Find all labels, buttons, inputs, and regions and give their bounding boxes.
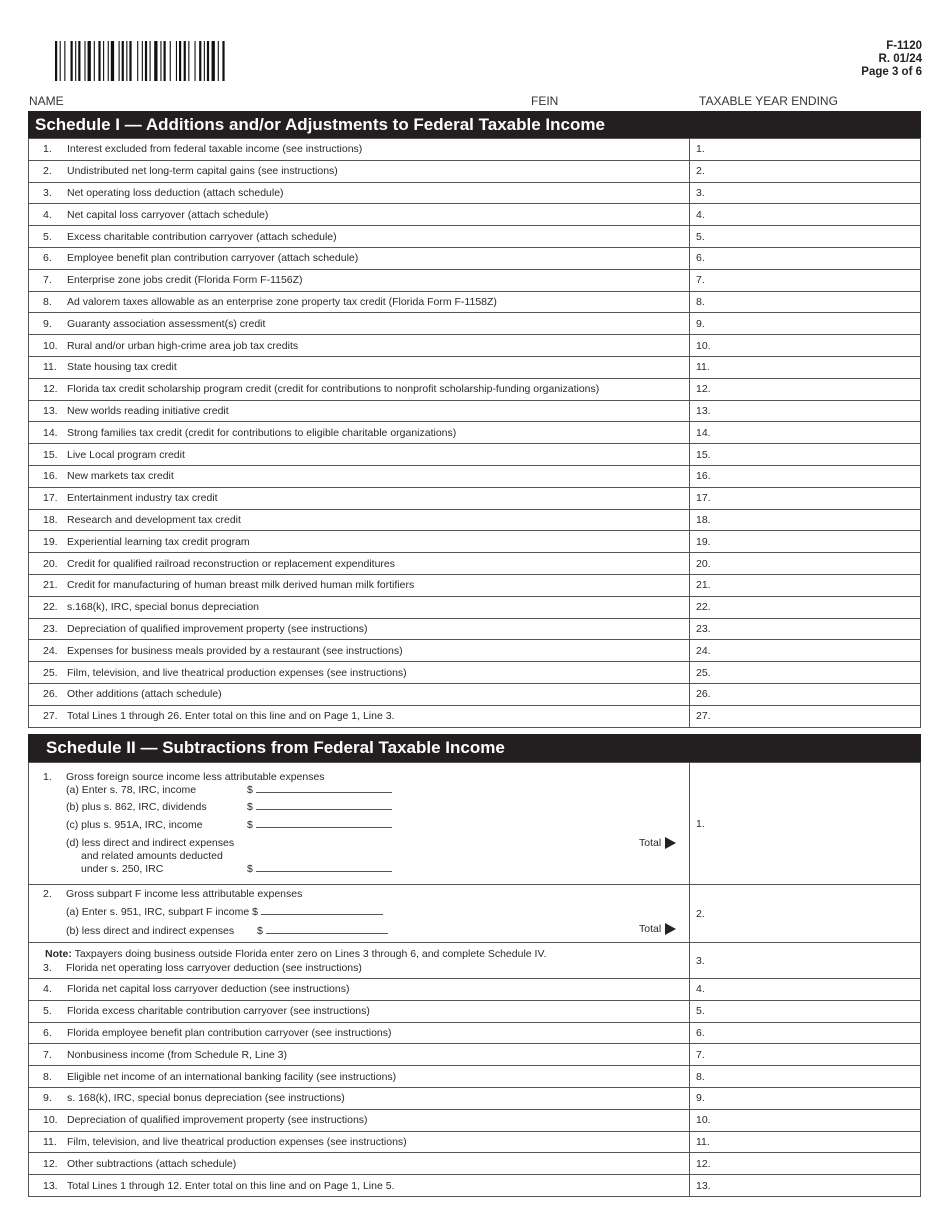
line-number: 4. [43,983,52,996]
line-number: 5. [43,1005,52,1018]
line-amount-field[interactable]: 21. [690,574,921,596]
line-number: 26. [43,688,58,701]
arrow-right-icon [665,923,676,935]
line-amount-field[interactable]: 7. [690,269,921,291]
line-description: Interest excluded from federal taxable income (see instructions) [67,143,363,156]
form-line-row [29,356,921,378]
form-barcode [55,41,279,81]
form-line-row [29,662,921,684]
line-description: Experiential learning tax credit program [67,535,250,548]
line-amount-field[interactable]: 8. [690,291,921,313]
barcode-bar [122,41,124,81]
barcode-bar [98,41,100,81]
line-description: New markets tax credit [67,470,174,483]
line-description: Eligible net income of an international banking facility (see instructions) [67,1070,397,1083]
schedule-2-line-2 [29,885,921,943]
line-amount-field[interactable]: 5. [690,226,921,248]
dollar-sign: $ [257,925,263,937]
barcode-bar [75,41,76,81]
form-line-row [29,465,921,487]
line-number: 11. [43,361,57,374]
barcode-bar [170,41,171,81]
form-line-row [29,422,921,444]
line-description: Credit for manufacturing of human breast milk derived human milk fortifiers [67,579,415,592]
barcode-bar [88,41,91,81]
line-amount-field[interactable]: 22. [690,596,921,618]
form-number: F-1120 [886,40,922,52]
line-1d-field[interactable] [247,863,392,875]
line-number: 17. [43,492,58,505]
line-number: 3. [43,961,52,974]
form-line-row [29,1066,921,1088]
barcode-bar [188,41,189,81]
line-amount-field[interactable]: 23. [690,618,921,640]
barcode-bar [94,41,95,81]
barcode-bar [119,41,120,81]
line-description: Florida tax credit scholarship program credit (credit for contributions to nonprofit scholarship-funding organizations) [67,383,600,396]
line-1-total [639,837,676,849]
barcode-bar [142,41,143,81]
schedule-1-title: Schedule I — Additions and/or Adjustments to Federal Taxable Income [28,111,921,139]
line-amount-field[interactable]: 11. [690,1131,921,1153]
line-number: 2. [43,888,52,900]
line-number: 11. [43,1135,57,1148]
line-amount-field[interactable]: 5. [690,1000,921,1022]
form-line-row [29,378,921,400]
line-number: 4. [43,208,52,221]
line-description: Film, television, and live theatrical production expenses (see instructions) [67,1135,407,1148]
line-amount-field[interactable]: 3. [690,182,921,204]
barcode-bar [179,41,181,81]
line-number: 10. [43,339,58,352]
form-line-row [29,1131,921,1153]
dollar-sign: $ [247,863,253,875]
line-amount-field[interactable]: 12. [690,1153,921,1175]
line-number: 5. [43,230,52,243]
line-description: Florida net operating loss carryover deduction (see instructions) [66,961,362,974]
form-line-row [29,705,921,727]
line-number: 2. [43,165,52,178]
form-line-row [29,204,921,226]
line-3-amount[interactable]: 3. [690,943,921,979]
line-2b-field[interactable] [257,925,388,937]
line-amount-field[interactable]: 15. [690,444,921,466]
barcode-bar [64,41,65,81]
line-description: Nonbusiness income (from Schedule R, Line 3) [67,1048,288,1061]
barcode-bar [71,41,73,81]
form-revision: R. 01/24 [878,53,922,65]
line-number: 25. [43,666,58,679]
total-label: Total [639,923,662,935]
line-number: 7. [43,274,52,287]
line-number: 1. [43,771,52,783]
line-amount-field[interactable]: 9. [690,1087,921,1109]
form-line-row [29,313,921,335]
line-2a-label: (a) Enter s. 951, IRC, subpart F income $ [66,906,258,918]
line-description: Total Lines 1 through 26. Enter total on this line and on Page 1, Line 3. [67,710,395,723]
line-description: Credit for qualified railroad reconstruction or replacement expenditures [67,557,396,570]
form-line-row [29,1022,921,1044]
schedule-2-note [45,947,689,961]
line-description: Employee benefit plan contribution carryover (attach schedule) [67,252,359,265]
line-description: Gross foreign source income less attributable expenses [66,771,325,783]
barcode-bar [160,41,161,81]
barcode-bar [126,41,127,81]
line-description: Film, television, and live theatrical production expenses (see instructions) [67,666,407,679]
line-amount-field[interactable]: 4. [690,979,921,1001]
barcode-bar [111,41,114,81]
form-line-row [29,683,921,705]
line-2-total [639,923,676,935]
form-line-row [29,182,921,204]
schedule-1-table [28,138,921,728]
barcode-bar [78,41,80,81]
line-description: Net operating loss deduction (attach schedule) [67,186,284,199]
line-number: 3. [43,186,52,199]
line-1a-field[interactable] [247,784,392,796]
barcode-bar [212,41,215,81]
barcode-bar [108,41,109,81]
form-line-row [29,400,921,422]
line-description: Ad valorem taxes allowable as an enterprise zone property tax credit (Florida Form F-1158Z) [67,295,497,308]
line-description: Net capital loss carryover (attach schedule) [67,208,269,221]
form-line-row [29,1153,921,1175]
barcode-bar [184,41,186,81]
line-description: Strong families tax credit (credit for contributions to eligible charitable organizations) [67,426,457,439]
barcode-bar [207,41,209,81]
line-description: Excess charitable contribution carryover (attach schedule) [67,230,337,243]
line-description: Rural and/or urban high-crime area job tax credits [67,339,299,352]
line-amount-field[interactable]: 11. [690,356,921,378]
line-description: Gross subpart F income less attributable expenses [66,888,303,900]
line-amount-field[interactable]: 16. [690,465,921,487]
barcode-bar [150,41,151,81]
line-number: 8. [43,1070,52,1083]
form-line-row [29,574,921,596]
line-amount-field[interactable]: 6. [690,247,921,269]
form-line-row [29,596,921,618]
form-line-row [29,979,921,1001]
line-amount-field[interactable]: 27. [690,705,921,727]
schedule-2-table [28,762,921,1197]
line-amount-field[interactable]: 7. [690,1044,921,1066]
form-line-row [29,1087,921,1109]
line-amount-field[interactable]: 9. [690,313,921,335]
line-number: 12. [43,383,58,396]
line-1a-label: (a) Enter s. 78, IRC, income [66,784,197,796]
form-line-row [29,1109,921,1131]
dollar-sign: $ [247,784,253,796]
line-description: New worlds reading initiative credit [67,404,229,417]
line-amount-field[interactable]: 13. [690,400,921,422]
line-1d-label-2: and related amounts deducted [81,850,223,862]
line-number: 22. [43,601,58,614]
barcode-bar [176,41,177,81]
line-number: 23. [43,622,58,635]
line-number: 16. [43,470,58,483]
line-number: 21. [43,579,58,592]
barcode-bar [195,41,196,81]
line-amount-field[interactable]: 24. [690,640,921,662]
line-amount-field[interactable]: 4. [690,204,921,226]
form-line-row [29,640,921,662]
line-number: 19. [43,535,58,548]
form-line-row [29,444,921,466]
line-description: Research and development tax credit [67,513,241,526]
line-amount-field[interactable]: 25. [690,662,921,684]
barcode-bar [60,41,61,81]
line-number: 20. [43,557,58,570]
form-line-row [29,160,921,182]
line-number: 27. [43,710,58,723]
note-text: Taxpayers doing business outside Florida enter zero on Lines 3 through 6, and complete Schedule IV. [74,947,547,960]
line-number: 14. [43,426,58,439]
form-line-row [29,1175,921,1197]
line-1d-label-3: under s. 250, IRC [81,863,164,875]
line-description: Entertainment industry tax credit [67,492,218,505]
total-label: Total [639,837,662,849]
barcode-bar [103,41,104,81]
line-description: Florida net capital loss carryover deduction (see instructions) [67,983,350,996]
line-description: Florida employee benefit plan contribution carryover (see instructions) [67,1026,392,1039]
line-amount-field[interactable]: 26. [690,683,921,705]
barcode-bar [199,41,201,81]
line-number: 18. [43,513,58,526]
line-description: Undistributed net long-term capital gains (see instructions) [67,165,338,178]
line-number: 10. [43,1114,58,1127]
line-description: Guaranty association assessment(s) credit [67,317,266,330]
line-description: State housing tax credit [67,361,177,374]
form-line-row [29,291,921,313]
line-description: s. 168(k), IRC, special bonus depreciation (see instructions) [67,1092,345,1105]
line-2-amount[interactable]: 2. [690,885,921,943]
line-number: 12. [43,1157,58,1170]
line-number: 13. [43,404,58,417]
barcode-bar [154,41,157,81]
barcode-bar [55,41,57,81]
line-amount-field[interactable]: 14. [690,422,921,444]
line-amount-field[interactable]: 20. [690,553,921,575]
line-number: 7. [43,1048,52,1061]
line-1d-label: (d) less direct and indirect expenses [66,837,235,849]
schedule-2-title: Schedule II — Subtractions from Federal Taxable Income [28,734,921,762]
line-number: 13. [43,1179,58,1192]
line-description: Florida excess charitable contribution carryover (see instructions) [67,1005,370,1018]
line-number: 8. [43,295,52,308]
line-amount-field[interactable]: 6. [690,1022,921,1044]
form-line-row [29,226,921,248]
line-description: Depreciation of qualified improvement property (see instructions) [67,1114,368,1127]
fein-label: FEIN [531,94,559,108]
barcode-bar [84,41,85,81]
barcode-bar [164,41,166,81]
line-amount-field[interactable]: 10. [690,335,921,357]
line-number: 24. [43,644,58,657]
line-description: Depreciation of qualified improvement property (see instructions) [67,622,368,635]
form-line-row [29,509,921,531]
barcode-bar [129,41,131,81]
line-amount-field[interactable]: 17. [690,487,921,509]
line-1c-field[interactable] [247,819,392,831]
arrow-right-icon [665,837,676,849]
line-1c-label: (c) plus s. 951A, IRC, income [66,819,203,831]
line-description: Live Local program credit [67,448,185,461]
form-line-row [29,335,921,357]
schedule-2-line-3 [29,943,921,979]
line-2b-label: (b) less direct and indirect expenses [66,925,235,937]
line-1-amount[interactable]: 1. [690,763,921,885]
line-1b-field[interactable] [247,801,392,813]
form-identifier [861,40,922,79]
line-description: Expenses for business meals provided by a restaurant (see instructions) [67,644,403,657]
barcode-bar [218,41,219,81]
line-description: Other subtractions (attach schedule) [67,1157,237,1170]
line-amount-field[interactable]: 2. [690,160,921,182]
form-line-row [29,139,921,161]
line-amount-field[interactable]: 18. [690,509,921,531]
form-line-row [29,531,921,553]
dollar-sign: $ [247,801,253,813]
barcode-bar [204,41,205,81]
name-label: NAME [29,94,64,108]
line-amount-field[interactable]: 19. [690,531,921,553]
line-number: 9. [43,1092,52,1105]
line-number: 15. [43,448,58,461]
line-amount-field[interactable]: 1. [690,139,921,161]
schedule-2-line-1 [29,763,921,885]
line-number: 6. [43,252,52,265]
form-line-row [29,247,921,269]
line-amount-field[interactable]: 13. [690,1175,921,1197]
barcode-bar [145,41,147,81]
line-number: 9. [43,317,52,330]
line-amount-field[interactable]: 8. [690,1066,921,1088]
form-line-row [29,553,921,575]
line-description: Enterprise zone jobs credit (Florida Form F-1156Z) [67,274,303,287]
form-line-row [29,487,921,509]
page-number: Page 3 of 6 [861,66,922,78]
line-amount-field[interactable]: 12. [690,378,921,400]
barcode-bar [137,41,138,81]
line-description: Other additions (attach schedule) [67,688,222,701]
form-line-row [29,269,921,291]
note-label: Note: [45,947,72,960]
form-line-row [29,618,921,640]
line-description: Total Lines 1 through 12. Enter total on this line and on Page 1, Line 5. [67,1179,395,1192]
dollar-sign: $ [247,819,253,831]
line-1b-label: (b) plus s. 862, IRC, dividends [66,801,207,813]
line-number: 6. [43,1026,52,1039]
form-line-row [29,1000,921,1022]
barcode-bar [222,41,224,81]
line-2a-field[interactable] [66,906,383,918]
line-amount-field[interactable]: 10. [690,1109,921,1131]
line-number: 1. [43,143,52,156]
line-description: s.168(k), IRC, special bonus depreciation [67,601,260,614]
taxable-year-ending-label: TAXABLE YEAR ENDING [699,94,838,108]
form-line-row [29,1044,921,1066]
